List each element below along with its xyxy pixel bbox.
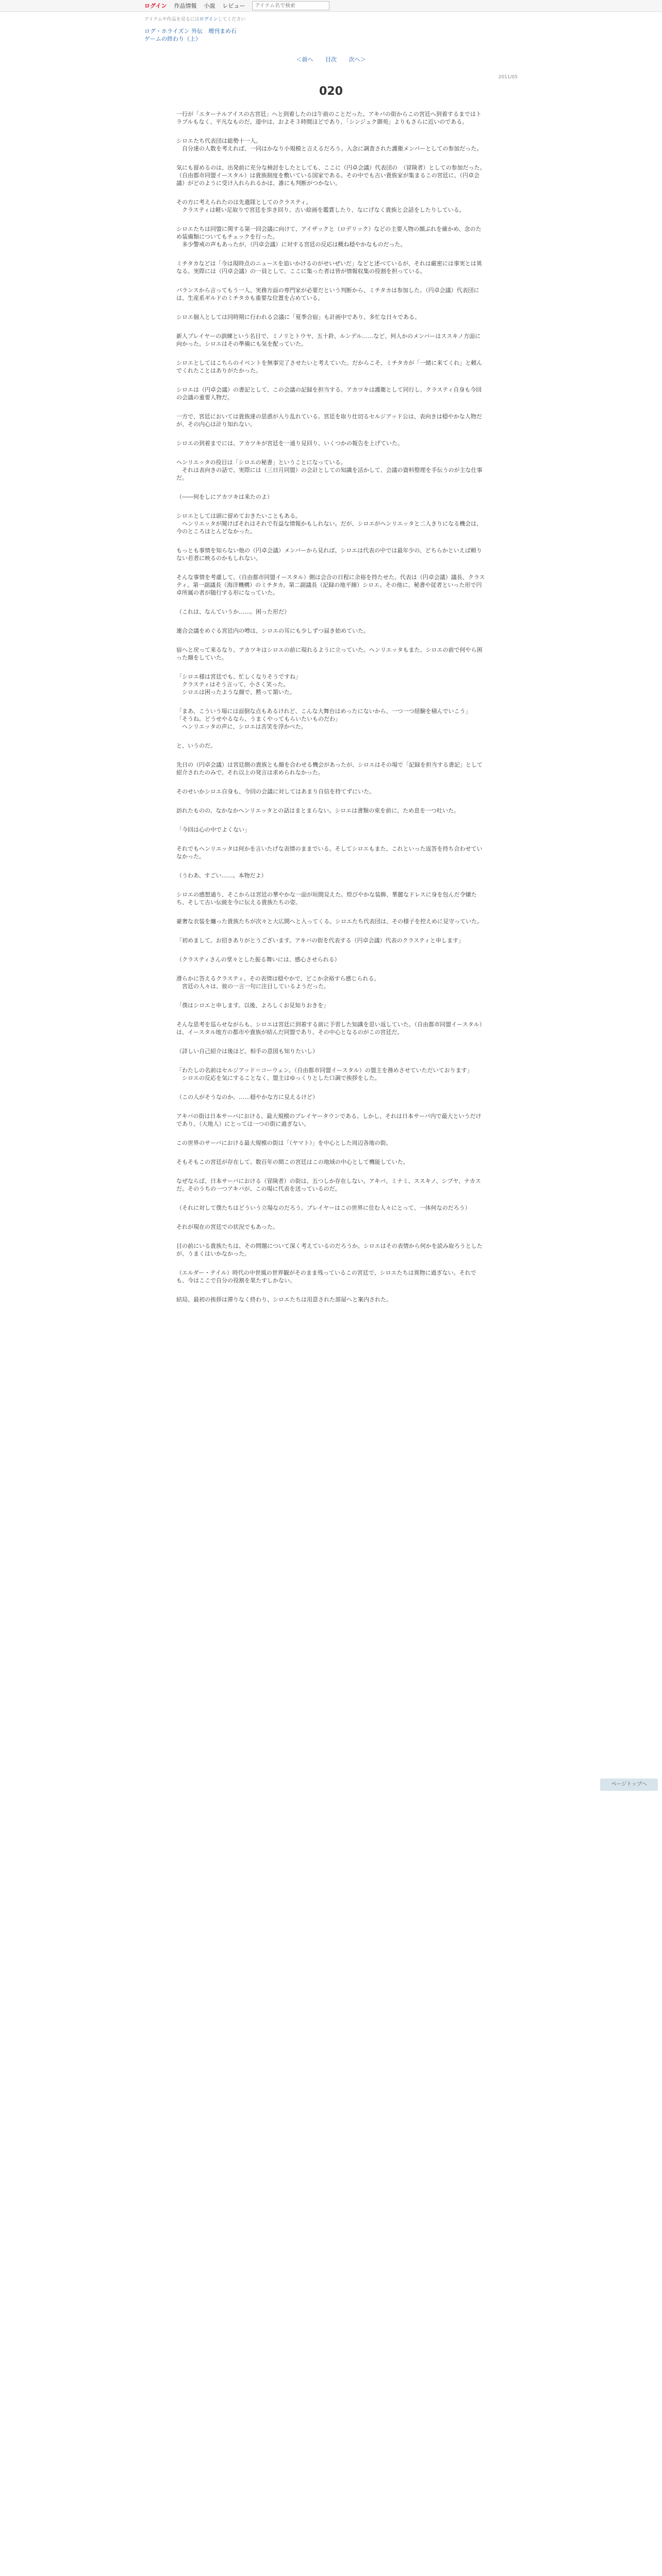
- body-paragraph: その方に考えられたのは先遣隊としてのクラスティ。 クラスティは軽い足取りで宮廷を歩き回り、古い絵画を鑑賞したり、なにげなく貴族と会話をしたりしている。: [176, 199, 465, 213]
- body-paragraph: そんな思考を巡らせながらも、シロエは宮廷に到着する前に予習した知識を思い返していた。（自由都市同盟イースタル）は、イースタル地方の都市や貴族が結んだ同盟であり、その中心となるのがこの宮廷だ。: [176, 1021, 485, 1036]
- body-paragraph: （この人がそうなのか。……穏やかな方に見えるけど）: [176, 1094, 318, 1100]
- notice-suffix: してください: [218, 17, 246, 22]
- body-paragraph: （――何をしにアカツキは来たのよ）: [176, 494, 273, 500]
- body-paragraph: と、いうのだ。: [176, 742, 216, 749]
- body-paragraph: それが現在の宮廷での状況でもあった。: [176, 1224, 278, 1230]
- body-paragraph: （これは、なんていうか……。困った形だ）: [176, 608, 290, 615]
- body-paragraph: （クラスティさんの堂々とした振る舞いには、感心させられる）: [176, 956, 340, 963]
- body-paragraph: 「まあ、こういう場には面倒な点もあるけれど、こんな大舞台はめったにないから、一つ一つ経験を積んでいこう」 「そうね。どうせやるなら、うまくやってもらいたいものだわ」 ヘンリエッタの声に、シロエは苦笑を浮かべた。: [176, 708, 471, 730]
- body-paragraph: （詳しい自己紹介は後ほど。相手の意図も知りたいし）: [176, 1048, 318, 1055]
- body-paragraph: シロエは（円卓会議）の書記として、この会議の記録を担当する。アカツキは護衛として同行し、クラスティ自身も今回の会議の重要人物だ。: [176, 386, 482, 401]
- body-paragraph: そもそもこの宮廷が存在して、数百年の間この宮廷はこの地域の中心として機能していた。: [176, 1159, 409, 1165]
- prev-link[interactable]: ＜前へ: [296, 56, 313, 63]
- body-paragraph: 気にも留めるのは、出発前に充分な検討をしたとしても、ここに（円卓会議）代表団の （冒険者）としての参加だった。 （自由都市同盟イースタル）は貴族制度を敷いている国家である。その中でも古い貴族家が集まるこの宮廷に、（円卓会議）がどのように受け入れられるかは、誰にも判断がつかない。: [176, 164, 486, 187]
- search-input[interactable]: [252, 1, 329, 10]
- notice-prefix: アイテムや作品を見るには: [144, 17, 200, 22]
- breadcrumb-volume[interactable]: ゲームの終わり（上）: [144, 36, 201, 42]
- body-paragraph: 目の前にいる貴族たちは、その問題について深く考えているのだろうか。シロエはその表情から何かを読み取ろうとしたが、うまくはいかなかった。: [176, 1243, 483, 1257]
- body-paragraph: 新人プレイヤーの訓練という名目で、ミノリとトウヤ、五十鈴、ルンデル……など、何人かのメンバーはススキノ方面に向かった。シロエはその準備にも気を配っていた。: [176, 333, 481, 347]
- nav-item-novels[interactable]: 小説: [204, 3, 216, 9]
- body-paragraph: もっとも事情を知らない他の（円卓会議）メンバーから見れば、シロエは代表の中では最年少の、どちらかといえば頼りない若者に映るのかもしれない。: [176, 547, 482, 562]
- body-paragraph: シロエとしてはこちらのイベントを無事完了させたいと考えていた。だからこそ、ミチタカが「一緒に来てくれ」と頼んでくれたことはありがたかった。: [176, 360, 483, 374]
- body-paragraph: 「僕はシロエと申します。以後、よろしくお見知りおきを」: [176, 1002, 329, 1009]
- breadcrumb: [144, 27, 518, 43]
- next-link[interactable]: 次へ＞: [349, 56, 366, 63]
- body-paragraph: そのせいかシロエ自身も、今回の会議に対してはあまり自信を持てずにいた。: [176, 788, 375, 795]
- page-content: [144, 11, 518, 1315]
- toc-link[interactable]: 目次: [325, 56, 337, 63]
- post-date: 2011/05: [498, 75, 518, 80]
- body-paragraph: シロエの感想通り、そこからは宮廷の華やかな一面が垣間見えた。煌びやかな装飾、華麗なドレスに身を包んだ令嬢たち、そして古い伝統を今に伝える貴族たちの姿。: [176, 891, 477, 906]
- login-notice: [144, 15, 518, 22]
- body-paragraph: この世界のサーバにおける最大規模の街は「（ヤマト）」を中心とした周辺各地の街。: [176, 1140, 392, 1146]
- nav-item-works[interactable]: 作品情報: [174, 3, 197, 9]
- body-paragraph: 結局、最初の挨拶は滞りなく終わり、シロエたちは用意された部屋へと案内された。: [176, 1296, 392, 1303]
- chapter-body: [176, 110, 486, 1303]
- chapter-title: 020: [319, 85, 343, 98]
- body-paragraph: なぜならば、日本サーバにおける（冒険者）の街は、五つしか存在しない。アキバ、ミナミ、ススキノ、シブヤ、ナカスだ。そのうちの一つアキバが、この場に代表を送っているのだ。: [176, 1178, 481, 1192]
- body-paragraph: 「今回は心の中でよくない」: [176, 826, 250, 833]
- body-paragraph: （エルダー・テイル）時代の中世風の世界観がそのまま残っているこの宮廷で、シロエたちは異物に過ぎない。それでも、今はここで自分の役割を果たすしかない。: [176, 1269, 476, 1284]
- body-paragraph: シロエたち代表団は総勢十一人。 自分達の人数を考えれば、一同はかなり小規模と言えるだろう。入念に調査された護衛メンバーとしての参加だった。: [176, 138, 483, 152]
- body-paragraph: シロエ個人としては同時期に行われる会議に「夏季合宿」も計画中であり、多忙な日々である。: [176, 314, 420, 320]
- body-paragraph: シロエたちは同盟に関する第一回会議に向けて、アイザックと（ロデリック）などの主要人物の顔ぶれを確かめ、念のため装備類についてもチェックを行った。 多少警戒の声もあったが、（円卓会議）に対する宮廷の反応は概ね穏やかなものだった。: [176, 226, 482, 248]
- body-paragraph: シロエの到着までには、アカツキが宮廷を一通り見回り、いくつかの報告を上げていた。: [176, 440, 403, 447]
- body-paragraph: 一行が「エターナルアイスの古宮廷」へと到着したのは午前のことだった。アキバの街からこの宮廷へ到着するまではトラブルもなく、平凡なものだ。道中は、およそ３時間ほどであり、「シンジュク御苑」よりもさらに近いのである。: [176, 111, 482, 125]
- chapter-pager: [144, 55, 518, 63]
- body-paragraph: 「わたしの名前はセルジアッド＝コーウェン。（自由都市同盟イースタル）の盟主を務めさせていただいております」 シロエの反応を気にすることなく、盟主はゆっくりとした口調で挨拶をした。: [176, 1067, 473, 1081]
- top-nav: [144, 1, 329, 10]
- breadcrumb-series[interactable]: ログ・ホライズン 外伝 増刊まめ石: [144, 28, 237, 35]
- body-paragraph: 訪れたものの、なかなかヘンリエッタとの話はまとまらない。シロエは書類の束を前に、ため息を一つ吐いた。: [176, 807, 460, 814]
- body-paragraph: 豪奢な衣装を纏った貴族たちが次々と大広間へと入ってくる。シロエたち代表団は、その様子を控えめに見守っていた。: [176, 918, 483, 925]
- body-paragraph: それでもヘンリエッタは何かを言いたげな表情のままでいる。そしてシロエもまた、これといった返答を持ち合わせていなかった。: [176, 845, 483, 860]
- body-paragraph: アキバの街は日本サーバにおける、最大規模のプレイヤータウンである。しかし、それは日本サーバ内で最大というだけであり、（大地人）にとっては一つの街に過ぎない。: [176, 1113, 482, 1127]
- login-link[interactable]: ログイン: [144, 3, 167, 9]
- nav-item-reviews[interactable]: レビュー: [222, 3, 245, 9]
- page-top-button[interactable]: ページトップへ: [600, 1778, 658, 1791]
- body-paragraph: 先日の（円卓会議）は宮廷側の貴族とも顔を合わせる機会があったが、シロエはその場で「記録を担当する書記」として紹介されたのみで、それ以上の発言は求められなかった。: [176, 761, 483, 776]
- notice-login-link[interactable]: ログイン: [199, 17, 218, 22]
- body-paragraph: 連合会議をめぐる宮廷内の噂は、シロエの耳にも少しずつ届き始めていた。: [176, 628, 369, 634]
- body-paragraph: 一方で、宮廷においては貴族達の思惑が入り乱れている。宮廷を取り仕切るセルジアッド公は、表向きは穏やかな人物だが、その内心は計り知れない。: [176, 413, 482, 428]
- body-paragraph: そんな事情を考慮して、（自由都市同盟イースタル）側は会合の日程に余裕を持たせた。代表は（円卓会議）議長、クラスティ。第一副議長（海洋機構）のミチタカ。第二副議長（記録の地平線）シロエ。その他に、秘書や従者といった形で円卓所属の者が随行する形になっていた。: [176, 574, 485, 596]
- body-paragraph: ヘンリエッタの役目は「シロエの秘書」ということになっている。 それは表向きの話で、実際には（三日月同盟）の会計としての知識を活かして、会議の資料整理を手伝うのが主な仕事だ。: [176, 459, 483, 481]
- body-paragraph: バランスから言ってもう一人、実務方面の専門家が必要だという判断から、ミチタカは参加した。（円卓会議）代表団には、生産系ギルドのミチタカも重要な位置を占めている。: [176, 287, 479, 301]
- body-paragraph: （うわあ、すごい……。本物だよ）: [176, 872, 267, 879]
- body-paragraph: シロエとしては頭に留めておきたいこともある。 ヘンリエッタが聞けばそれはそれで有益な情報かもしれない。だが、シロエがヘンリエッタと二人きりになる機会は、今のところほとんどなかった。: [176, 513, 483, 535]
- body-paragraph: ミチタカなどは「今は現時点のニュースを追いかけるのがせいぜいだ」などと述べているが、それは厳密には事実とは異なる。実際には（円卓会議）の一員として、ここに集った者は皆が情報収集の役割を担っている。: [176, 260, 482, 275]
- body-paragraph: 滑らかに答えるクラスティ。その表情は穏やかで、どこか余裕すら感じられる。 宮廷の人々は、彼の一言一句に注目しているようだった。: [176, 975, 380, 990]
- top-nav-bar: [0, 0, 662, 12]
- body-paragraph: 「シロエ様は宮廷でも、忙しくなりそうですね」 クラスティはそう言って、小さく笑った。 シロエは困ったような顔で、黙って頷いた。: [176, 673, 301, 696]
- body-paragraph: 宿へと戻って来るなり、アカツキはシロエの前に現れるように立っていた。ヘンリエッタもまた、シロエの前で何やら困った顔をしていた。: [176, 647, 483, 661]
- body-paragraph: 「初めまして。お招きありがとうございます。アキバの街を代表する（円卓会議）代表のクラスティと申します」: [176, 937, 465, 944]
- body-paragraph: （それに対して僕たちはどういう立場なのだろう。プレイヤーはこの世界に住む人々にとって、一体何なのだろう）: [176, 1205, 471, 1211]
